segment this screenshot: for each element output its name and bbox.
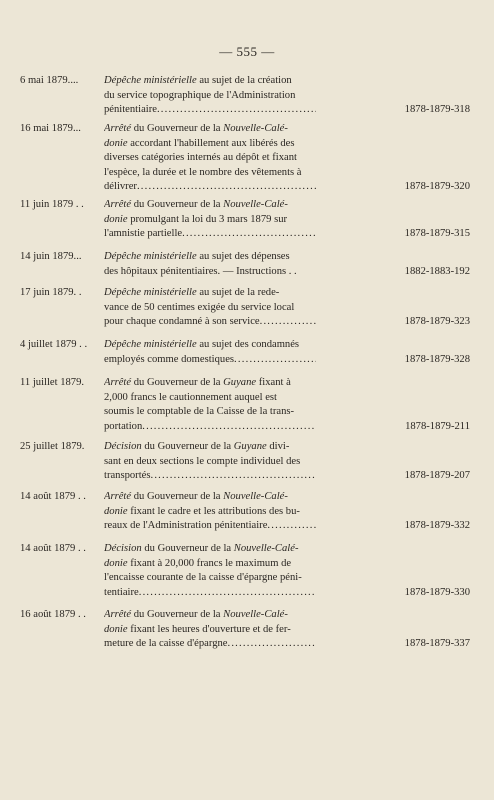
text-run: promulgant la loi du 3 mars 1879 sur	[127, 213, 288, 225]
entry-reference: 1878-1879-318	[404, 104, 470, 116]
description-line	[104, 137, 316, 152]
entry-date: 14 août 1879 . .	[20, 543, 86, 554]
text-run: vance de 50 centimes exigée du service local	[104, 301, 295, 313]
text-run: sant en deux sections le compte individuel des	[104, 455, 301, 467]
text-run: l'amnistie partielle	[104, 228, 183, 240]
entry-reference: 1878-1879-332	[404, 520, 470, 532]
entry-date: 11 juin 1879 . .	[20, 199, 84, 210]
description-line	[104, 557, 316, 572]
description-line	[104, 571, 316, 586]
italic-text: Nouvelle-Calé-	[223, 609, 288, 620]
text-run: soumis le comptable de la Caisse de la trans-	[104, 406, 295, 418]
entry-date: 25 juillet 1879.	[20, 441, 85, 452]
text-run: du service topographique de l'Administration	[104, 89, 296, 101]
italic-text: donie	[104, 623, 128, 635]
text-run: du Gouverneur de la	[141, 543, 234, 554]
text-run: reaux de l'Administration pénitentiaire	[104, 520, 268, 532]
text-run: du Gouverneur de la	[131, 123, 224, 134]
entry-date: 16 mai 1879...	[20, 123, 81, 134]
entry-reference: 1878-1879-320	[404, 181, 470, 193]
text-run: des hôpitaux pénitentiaires. — Instructions . .	[104, 265, 297, 277]
description-line	[104, 405, 316, 420]
description-line	[104, 227, 316, 242]
italic-text: donie	[104, 505, 128, 517]
italic-text: Arrêté	[104, 491, 132, 502]
italic-text: Arrêté	[104, 123, 132, 134]
description-line	[104, 103, 316, 118]
italic-text: Dépêche ministérielle	[104, 287, 197, 298]
italic-text: Dépêche ministérielle	[104, 339, 197, 350]
entry-date: 14 août 1879 . .	[20, 491, 86, 502]
italic-text: donie	[104, 137, 128, 149]
text-run: fixant à 20,000 francs le maximum de	[127, 557, 292, 569]
leader-dots	[260, 315, 316, 330]
description-line	[104, 420, 316, 435]
text-run: pour chaque condamné à son service	[104, 316, 260, 328]
description-line	[104, 315, 316, 330]
entry-description	[104, 122, 316, 195]
italic-text: Nouvelle-Calé-	[223, 123, 288, 134]
description-line	[104, 542, 316, 557]
text-run: du Gouverneur de la	[131, 609, 224, 620]
description-line	[104, 198, 316, 213]
text-run: l'encaisse courante de la caisse d'épargne péni-	[104, 572, 302, 584]
description-line	[104, 353, 316, 368]
text-run: fixant le cadre et les attributions des bu-	[127, 505, 300, 517]
description-line	[104, 440, 316, 455]
text-run: au sujet de la création	[196, 75, 292, 86]
description-line	[104, 391, 316, 406]
description-line	[104, 586, 316, 601]
leader-dots	[150, 469, 316, 484]
entry-date: 4 juillet 1879 . .	[20, 339, 88, 350]
text-run: portation	[104, 420, 143, 432]
description-line	[104, 469, 316, 484]
text-run: meture de la caisse d'épargne	[104, 638, 228, 650]
entry-description	[104, 74, 316, 118]
text-run: fixant les heures d'ouverture et de fer-	[127, 623, 291, 635]
description-line	[104, 151, 316, 166]
description-line	[104, 637, 316, 652]
text-run: 2,000 francs le cautionnement auquel est	[104, 391, 277, 403]
italic-text: donie	[104, 213, 128, 225]
text-run: fixant à	[256, 377, 291, 388]
entry-reference: 1878-1879-323	[404, 316, 470, 328]
italic-text: Arrêté	[104, 377, 132, 388]
italic-text: Dépêche ministérielle	[104, 251, 197, 262]
text-run: au sujet de la rede-	[196, 287, 280, 298]
italic-text: donie	[104, 557, 128, 569]
italic-text: Guyane	[223, 377, 257, 388]
text-run: délivrer	[104, 181, 137, 193]
leader-dots	[182, 227, 316, 242]
entry-description	[104, 338, 316, 367]
entry-reference: 1878-1879-207	[404, 470, 470, 482]
italic-text: Arrêté	[104, 609, 132, 620]
leader-dots	[227, 637, 316, 652]
entry-reference: 1878-1879-211	[405, 420, 470, 432]
text-run: du Gouverneur de la	[131, 199, 224, 210]
description-line	[104, 213, 316, 228]
entry-date: 6 mai 1879....	[20, 75, 79, 86]
text-run: tentiaire	[104, 586, 139, 598]
description-line	[104, 608, 316, 623]
text-run: du Gouverneur de la	[131, 377, 224, 388]
entry-description	[104, 250, 316, 279]
description-line	[104, 166, 316, 181]
italic-text: Arrêté	[104, 199, 132, 210]
description-line	[104, 301, 316, 316]
description-line	[104, 490, 316, 505]
entry-description	[104, 608, 316, 652]
text-run: accordant l'habillement aux libérés des	[127, 137, 295, 149]
text-run: du Gouverneur de la	[131, 491, 224, 502]
italic-text: Dépêche ministérielle	[104, 75, 197, 86]
entry-reference: 1878-1879-330	[404, 586, 470, 598]
entry-description	[104, 286, 316, 330]
description-line	[104, 265, 316, 280]
description-line	[104, 519, 316, 534]
entry-reference: 1878-1879-328	[404, 353, 470, 365]
leader-dots	[267, 519, 316, 534]
text-run: du Gouverneur de la	[141, 441, 234, 452]
description-line	[104, 180, 316, 195]
leader-dots	[137, 180, 316, 195]
entry-reference: 1882-1883-192	[404, 265, 470, 277]
entry-description	[104, 542, 316, 600]
page-number: — 555 —	[219, 44, 275, 59]
description-line	[104, 505, 316, 520]
italic-text: Décision	[104, 441, 142, 452]
text-run: au sujet des dépenses	[196, 251, 290, 262]
description-line	[104, 89, 316, 104]
italic-text: Nouvelle-Calé-	[233, 543, 299, 554]
entry-reference: 1878-1879-315	[404, 228, 470, 240]
description-line	[104, 338, 316, 353]
description-line	[104, 286, 316, 301]
entry-description	[104, 376, 316, 434]
italic-text: Guyane	[233, 441, 267, 452]
leader-dots	[139, 586, 316, 601]
entry-description	[104, 440, 316, 484]
text-run: divi-	[266, 441, 290, 452]
italic-text: Nouvelle-Calé-	[223, 199, 288, 210]
entry-date: 14 juin 1879...	[20, 251, 82, 262]
description-line	[104, 250, 316, 265]
entry-description	[104, 490, 316, 534]
entry-description	[104, 198, 316, 242]
entry-reference: 1878-1879-337	[404, 638, 470, 650]
text-run: employés comme domestiques	[104, 353, 235, 365]
leader-dots	[142, 420, 316, 435]
description-line	[104, 122, 316, 137]
italic-text: Décision	[104, 543, 142, 554]
leader-dots	[234, 353, 316, 368]
entry-date: 17 juin 1879. .	[20, 287, 82, 298]
text-run: l'espèce, la durée et le nombre des vêtements à	[104, 166, 302, 178]
leader-dots	[157, 103, 316, 118]
description-line	[104, 376, 316, 391]
entry-date: 16 août 1879 . .	[20, 609, 86, 620]
italic-text: Nouvelle-Calé-	[223, 491, 288, 502]
description-line	[104, 623, 316, 638]
text-run: transportés	[104, 470, 151, 482]
description-line	[104, 455, 316, 470]
text-run: diverses catégories internés au dépôt et fixant	[104, 152, 297, 164]
text-run: pénitentiaire	[104, 104, 157, 116]
entry-date: 11 juillet 1879.	[20, 377, 85, 388]
text-run: au sujet des condamnés	[196, 339, 300, 350]
description-line	[104, 74, 316, 89]
